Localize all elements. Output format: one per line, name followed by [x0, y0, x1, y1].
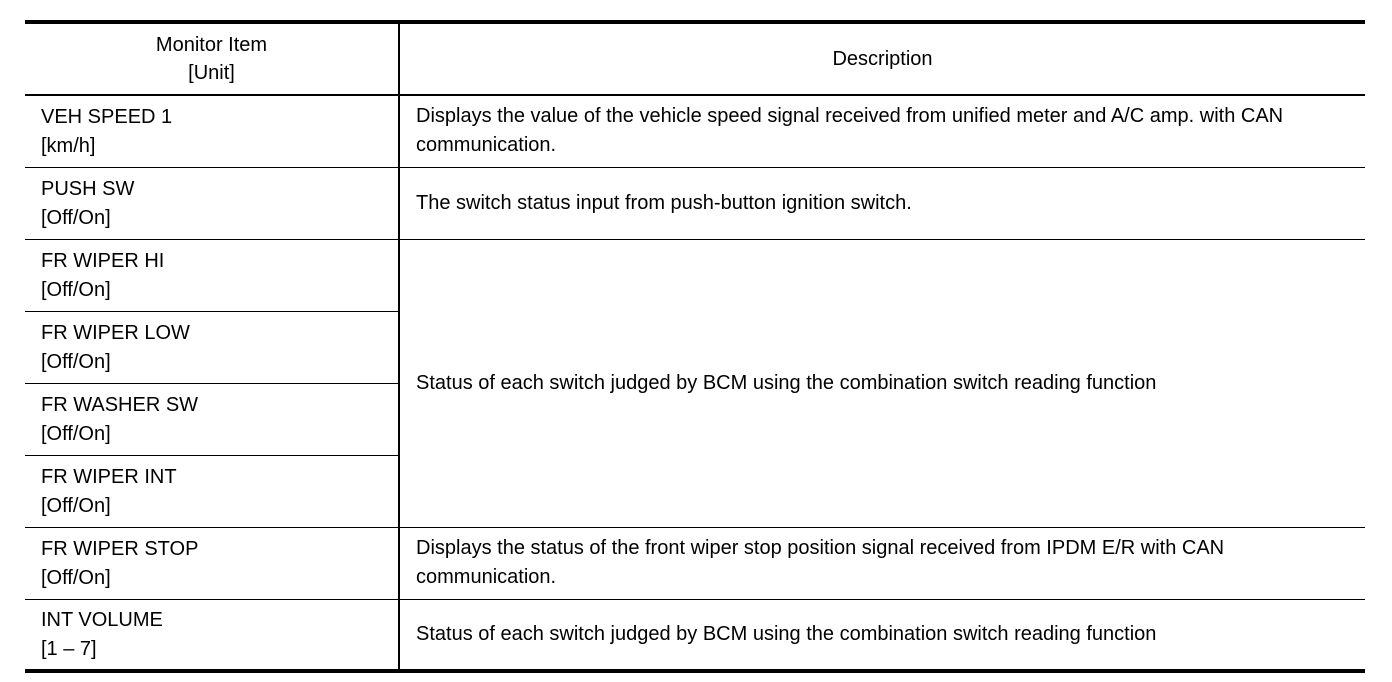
- monitor-item-cell: [25, 527, 399, 599]
- monitor-item-cell: [25, 95, 399, 167]
- item-unit: [1 – 7]: [41, 638, 97, 661]
- item-unit: [Off/On]: [41, 279, 111, 301]
- item-unit: [Off/On]: [41, 207, 111, 229]
- header-monitor-item-label: Monitor Item: [155, 34, 268, 56]
- monitor-item-table: [25, 20, 1365, 673]
- description-cell: Status of each switch judged by BCM using the combination switch reading function: [399, 239, 1365, 527]
- table-row: [25, 167, 1365, 239]
- item-unit: [Off/On]: [41, 567, 111, 589]
- description-cell: Displays the status of the front wiper stop position signal received from IPDM E/R with CAN communication.: [399, 527, 1365, 599]
- description-cell: The switch status input from push-button ignition switch.: [399, 167, 1365, 239]
- item-name: FR WASHER SW: [41, 394, 199, 416]
- monitor-item-cell: [25, 383, 399, 455]
- monitor-item-cell: [25, 239, 399, 311]
- item-name: FR WIPER LOW: [41, 322, 190, 344]
- item-unit: [km/h]: [41, 135, 96, 158]
- table-row: [25, 527, 1365, 599]
- header-row: [25, 22, 1365, 95]
- item-name: FR WIPER STOP: [41, 538, 199, 560]
- item-unit: [Off/On]: [41, 423, 111, 445]
- header-description: Description: [399, 22, 1365, 95]
- header-monitor-item: [25, 22, 399, 95]
- table-row: [25, 599, 1365, 671]
- monitor-item-cell: [25, 167, 399, 239]
- description-cell: Status of each switch judged by BCM using the combination switch reading function: [399, 599, 1365, 671]
- item-unit: [Off/On]: [41, 495, 111, 517]
- monitor-item-cell: [25, 311, 399, 383]
- table-row: [25, 95, 1365, 167]
- item-name: FR WIPER INT: [41, 466, 177, 488]
- item-unit: [Off/On]: [41, 351, 111, 373]
- item-name: INT VOLUME: [41, 609, 163, 632]
- description-cell: Displays the value of the vehicle speed signal received from unified meter and A/C amp. with CAN communication.: [399, 95, 1365, 167]
- item-name: VEH SPEED 1: [41, 106, 173, 129]
- item-name: FR WIPER HI: [41, 250, 165, 272]
- table-row: [25, 239, 1365, 311]
- header-unit-label: [Unit]: [188, 62, 235, 84]
- monitor-item-cell: [25, 455, 399, 527]
- monitor-item-cell: [25, 599, 399, 671]
- item-name: PUSH SW: [41, 178, 135, 200]
